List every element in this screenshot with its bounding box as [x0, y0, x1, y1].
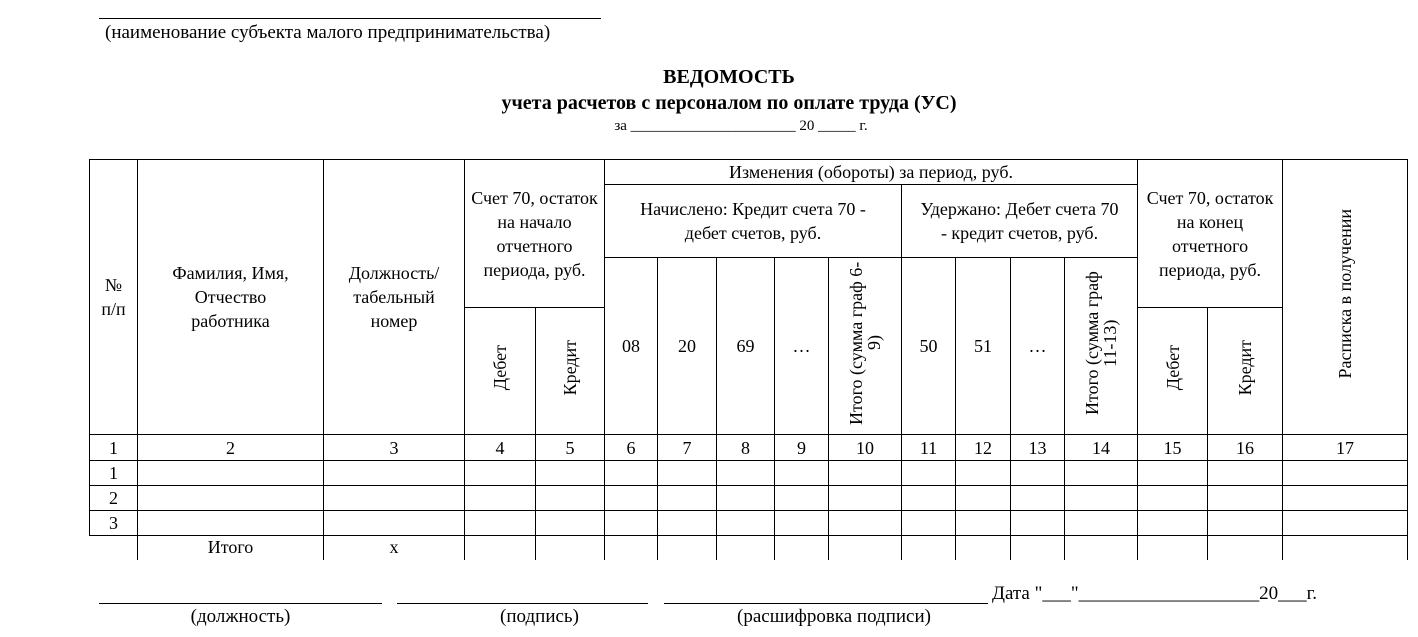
- table-cell[interactable]: [717, 486, 775, 511]
- table-cell[interactable]: [717, 511, 775, 536]
- column-number: 11: [902, 435, 956, 461]
- table-cell[interactable]: [956, 536, 1011, 560]
- header-opening-debit: Дебет: [465, 308, 536, 435]
- table-cell[interactable]: [605, 536, 658, 560]
- table-row: [90, 511, 1408, 536]
- column-number: 4: [465, 435, 536, 461]
- table-cell[interactable]: [1138, 536, 1208, 560]
- table-cell[interactable]: [1011, 511, 1065, 536]
- column-number: 6: [605, 435, 658, 461]
- column-number: 15: [1138, 435, 1208, 461]
- header-withheld-total: Итого (сумма граф 11-13): [1065, 258, 1138, 435]
- header-account-ellipsis-accrued: …: [775, 258, 829, 435]
- header-account-50: 50: [902, 258, 956, 435]
- table-cell[interactable]: [138, 511, 324, 536]
- payroll-table: [89, 159, 1408, 560]
- header-account-08: 08: [605, 258, 658, 435]
- table-cell[interactable]: [1065, 536, 1138, 560]
- table-cell[interactable]: [1138, 511, 1208, 536]
- table-cell[interactable]: [902, 486, 956, 511]
- header-employee-name: Фамилия, Имя, Отчество работника: [138, 160, 324, 435]
- table-cell[interactable]: [829, 461, 902, 486]
- table-cell[interactable]: [658, 486, 717, 511]
- column-number: 12: [956, 435, 1011, 461]
- org-name-line: [99, 18, 601, 19]
- table-cell[interactable]: [605, 486, 658, 511]
- header-opening-credit: Кредит: [536, 308, 605, 435]
- table-cell[interactable]: [717, 461, 775, 486]
- table-cell[interactable]: [536, 461, 605, 486]
- table-cell[interactable]: [1208, 536, 1283, 560]
- table-cell[interactable]: [1283, 461, 1408, 486]
- row-number: 2: [90, 486, 138, 511]
- table-cell[interactable]: [1208, 486, 1283, 511]
- period-line: за ______________________ 20 _____ г.: [614, 118, 868, 134]
- table-cell[interactable]: [1208, 511, 1283, 536]
- column-number: 17: [1283, 435, 1408, 461]
- header-withheld: Удержано: Дебет счета 70 - кредит счетов, руб.: [902, 185, 1138, 258]
- table-cell[interactable]: [956, 461, 1011, 486]
- table-cell[interactable]: [1065, 461, 1138, 486]
- table-cell[interactable]: [829, 536, 902, 560]
- table-cell[interactable]: [902, 536, 956, 560]
- total-position-mark: x: [324, 536, 465, 560]
- table-cell[interactable]: [829, 511, 902, 536]
- table-cell[interactable]: [465, 461, 536, 486]
- column-number: 13: [1011, 435, 1065, 461]
- column-number: 5: [536, 435, 605, 461]
- document-title: ВЕДОМОСТЬ: [663, 66, 795, 88]
- column-number: 14: [1065, 435, 1138, 461]
- table-cell[interactable]: [536, 511, 605, 536]
- signature-decoding-line[interactable]: [664, 603, 988, 604]
- table-cell[interactable]: [465, 486, 536, 511]
- table-cell[interactable]: [829, 486, 902, 511]
- header-account-20: 20: [658, 258, 717, 435]
- header-closing-credit: Кредит: [1208, 308, 1283, 435]
- table-cell[interactable]: [1065, 486, 1138, 511]
- table-cell[interactable]: [605, 461, 658, 486]
- table-cell[interactable]: [902, 511, 956, 536]
- table-cell[interactable]: [138, 486, 324, 511]
- row-number: 1: [90, 461, 138, 486]
- table-cell[interactable]: [956, 486, 1011, 511]
- header-changes: Изменения (обороты) за период, руб.: [605, 160, 1138, 185]
- table-cell[interactable]: [1011, 486, 1065, 511]
- table-cell[interactable]: [324, 461, 465, 486]
- table-cell[interactable]: [1138, 486, 1208, 511]
- table-cell[interactable]: [775, 511, 829, 536]
- header-position: Должность/ табельный номер: [324, 160, 465, 435]
- header-account-69: 69: [717, 258, 775, 435]
- header-receipt: Расписка в получении: [1283, 160, 1408, 435]
- signature-caption: (подпись): [500, 606, 579, 627]
- header-accrued: Начислено: Кредит счета 70 - дебет счетов, руб.: [605, 185, 902, 258]
- table-cell[interactable]: [465, 536, 536, 560]
- table-cell[interactable]: [1283, 486, 1408, 511]
- column-number: 10: [829, 435, 902, 461]
- row-number: 3: [90, 511, 138, 536]
- table-cell[interactable]: [658, 461, 717, 486]
- table-cell[interactable]: [1011, 536, 1065, 560]
- table-cell[interactable]: [658, 536, 717, 560]
- table-cell[interactable]: [717, 536, 775, 560]
- table-row: [90, 486, 1408, 511]
- table-cell: [90, 536, 138, 560]
- table-cell[interactable]: [536, 536, 605, 560]
- header-opening-balance: Счет 70, остаток на начало отчетного периода, руб.: [465, 160, 605, 308]
- table-cell[interactable]: [138, 461, 324, 486]
- column-number: 2: [138, 435, 324, 461]
- table-cell[interactable]: [465, 511, 536, 536]
- column-number: 1: [90, 435, 138, 461]
- total-label: Итого: [138, 536, 324, 560]
- signature-line[interactable]: [397, 603, 648, 604]
- header-account-ellipsis-withheld: …: [1011, 258, 1065, 435]
- table-cell[interactable]: [902, 461, 956, 486]
- column-number: 9: [775, 435, 829, 461]
- signature-decoding-caption: (расшифровка подписи): [737, 606, 931, 627]
- table-cell[interactable]: [1138, 461, 1208, 486]
- table-cell[interactable]: [536, 486, 605, 511]
- position-caption: (должность): [190, 606, 291, 627]
- position-line[interactable]: [99, 603, 382, 604]
- table-cell[interactable]: [1283, 536, 1408, 560]
- table-cell[interactable]: [1065, 511, 1138, 536]
- table-cell[interactable]: [324, 486, 465, 511]
- table-cell[interactable]: [775, 461, 829, 486]
- table-cell[interactable]: [658, 511, 717, 536]
- column-numbers-row: [90, 435, 1408, 461]
- org-name-caption: (наименование субъекта малого предпринимательства): [105, 22, 551, 43]
- header-num: № п/п: [90, 160, 138, 435]
- column-number: 16: [1208, 435, 1283, 461]
- table-cell[interactable]: [324, 511, 465, 536]
- table-cell[interactable]: [775, 486, 829, 511]
- header-closing-debit: Дебет: [1138, 308, 1208, 435]
- column-number: 7: [658, 435, 717, 461]
- date-field[interactable]: Дата "___"___________________20___г.: [992, 583, 1318, 604]
- table-cell[interactable]: [956, 511, 1011, 536]
- header-closing-balance: Счет 70, остаток на конец отчетного периода, руб.: [1138, 160, 1283, 308]
- table-cell[interactable]: [1283, 511, 1408, 536]
- document-subtitle: учета расчетов с персоналом по оплате труда (УС): [501, 92, 957, 114]
- header-accrued-total: Итого (сумма граф 6-9): [829, 258, 902, 435]
- table-cell[interactable]: [1011, 461, 1065, 486]
- table-cell[interactable]: [605, 511, 658, 536]
- header-account-51: 51: [956, 258, 1011, 435]
- column-number: 3: [324, 435, 465, 461]
- table-row: [90, 461, 1408, 486]
- table-cell[interactable]: [775, 536, 829, 560]
- table-cell[interactable]: [1208, 461, 1283, 486]
- total-row: [90, 536, 1408, 560]
- column-number: 8: [717, 435, 775, 461]
